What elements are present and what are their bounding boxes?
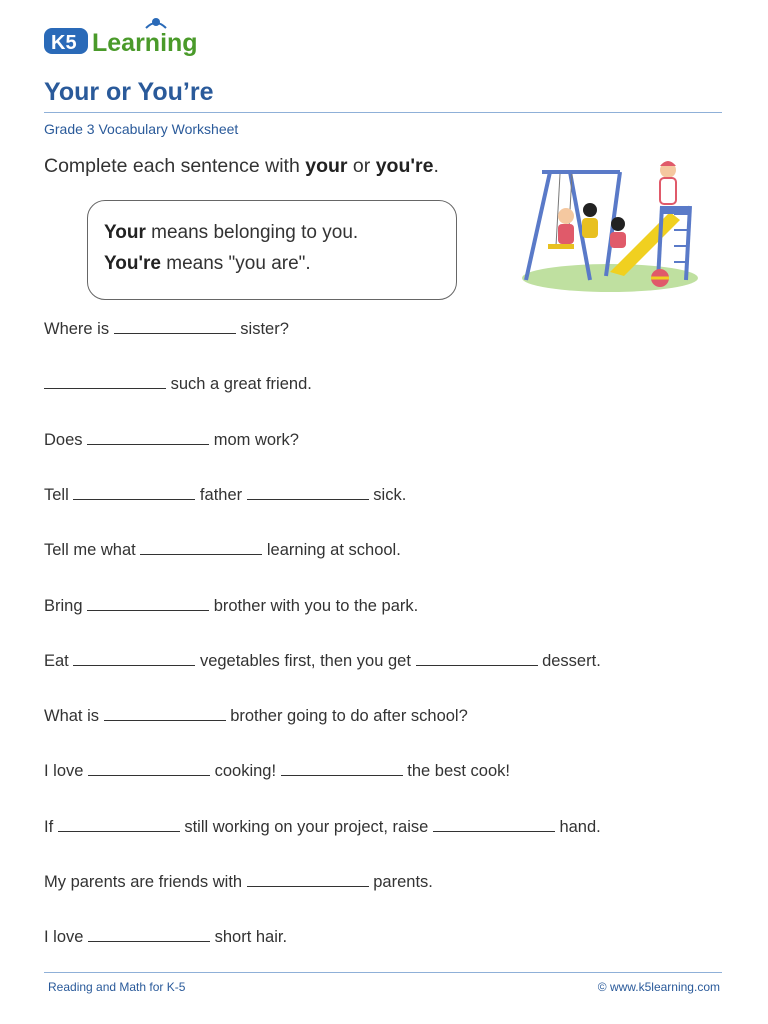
instructions-after: . [433, 155, 439, 177]
answer-blank[interactable] [281, 763, 403, 776]
sentence-text: Eat [44, 651, 74, 670]
definition-term: You're [104, 253, 161, 274]
sentence-text: hand. [554, 817, 601, 836]
instructions-word-your: your [305, 155, 348, 177]
sentence-text: brother going to do after school? [225, 707, 468, 726]
sentence-text: Does [44, 430, 88, 449]
sentence-8 [44, 707, 468, 726]
sentence-3 [44, 431, 299, 450]
footer-tagline: Reading and Math for K-5 [48, 980, 186, 994]
sentence-text: such a great friend. [166, 375, 312, 394]
sentence-text: the best cook! [402, 762, 510, 781]
sentence-11 [44, 873, 433, 892]
playground-illustration [520, 150, 700, 296]
instructions-word-youre: you're [375, 155, 434, 177]
instructions-middle: or [347, 155, 376, 177]
sentence-text: If [44, 817, 58, 836]
sentence-text: short hair. [210, 928, 288, 947]
answer-blank[interactable] [140, 542, 262, 555]
sentence-text: I love [44, 762, 89, 781]
sentence-text: Tell [44, 485, 74, 504]
answer-blank[interactable] [433, 819, 555, 832]
answer-blank[interactable] [416, 653, 538, 666]
sentence-text: sick. [368, 485, 407, 504]
sentence-9 [44, 762, 510, 781]
answer-blank[interactable] [247, 487, 369, 500]
svg-text:Learning: Learning [92, 29, 198, 57]
instructions-before: Complete each sentence with [44, 155, 306, 177]
sentence-text: Tell me what [44, 541, 141, 560]
sentence-2 [44, 375, 312, 394]
definition-text: means "you are". [160, 253, 311, 274]
sentence-text: Where is [44, 320, 114, 338]
sentence-5 [44, 541, 401, 560]
instructions [44, 155, 439, 178]
sentence-text: I love [44, 928, 89, 947]
answer-blank[interactable] [73, 487, 195, 500]
sentence-1 [44, 320, 289, 339]
answer-blank[interactable] [87, 598, 209, 611]
sentence-text: still working on your project, raise [179, 817, 433, 836]
answer-blank[interactable] [44, 376, 166, 389]
sentence-text: parents. [368, 873, 433, 891]
answer-blank[interactable] [87, 432, 209, 445]
k5-learning-logo [42, 16, 212, 60]
sentence-text: learning at school. [262, 541, 401, 560]
footer-divider [44, 972, 722, 973]
answer-blank[interactable] [88, 763, 210, 776]
sentence-10 [44, 818, 601, 837]
sentence-12 [44, 928, 287, 947]
sentence-7 [44, 652, 601, 671]
sentence-text: dessert. [537, 651, 601, 670]
sentence-text: vegetables first, then you get [195, 651, 416, 670]
answer-blank[interactable] [114, 321, 236, 334]
sentence-text: sister? [235, 320, 289, 338]
answer-blank[interactable] [88, 929, 210, 942]
svg-text:K5: K5 [51, 32, 77, 54]
sentence-text: What is [44, 707, 104, 726]
sentence-text: cooking! [210, 762, 281, 781]
sentence-text: father [195, 485, 247, 504]
sentence-text: brother with you to the park. [209, 596, 419, 615]
sentence-6 [44, 597, 418, 616]
page-title: Your or You’re [44, 78, 214, 106]
worksheet-subtitle: Grade 3 Vocabulary Worksheet [44, 121, 239, 137]
definition-text: means belonging to you. [145, 222, 359, 243]
definition-your [104, 217, 456, 248]
answer-blank[interactable] [104, 708, 226, 721]
answer-blank[interactable] [58, 819, 180, 832]
answer-blank[interactable] [247, 874, 369, 887]
answer-blank[interactable] [73, 653, 195, 666]
definition-box [87, 200, 457, 300]
sentence-text: Bring [44, 596, 88, 615]
title-divider [44, 112, 722, 113]
definition-youre [104, 248, 456, 279]
sentence-text: mom work? [209, 430, 299, 449]
sentence-text: My parents are friends with [44, 873, 247, 891]
footer-copyright[interactable]: © www.k5learning.com [597, 980, 720, 994]
sentence-4 [44, 486, 406, 505]
definition-term: Your [104, 222, 146, 243]
